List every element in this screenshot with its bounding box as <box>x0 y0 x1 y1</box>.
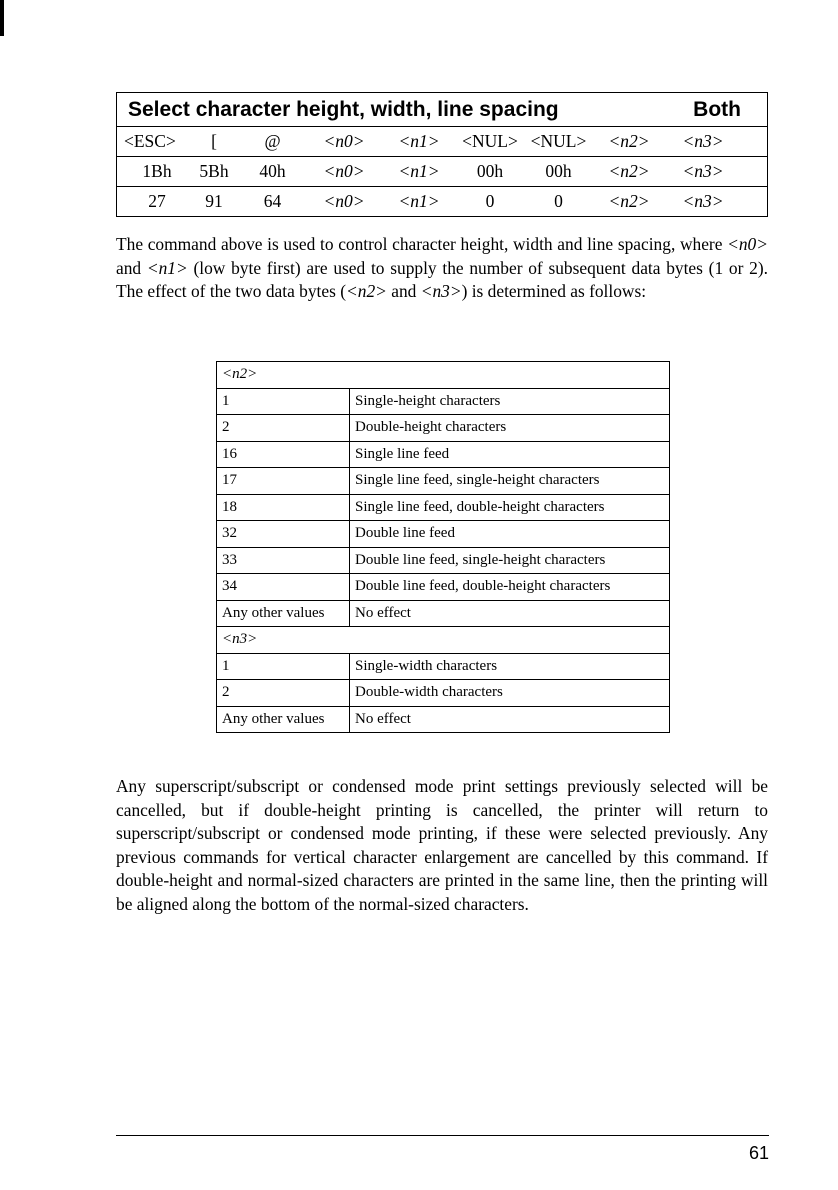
command-cell: 00h <box>476 161 504 181</box>
page-number: 61 <box>748 1143 769 1163</box>
value-cell: 16 <box>217 441 350 468</box>
table-row <box>217 680 670 707</box>
command-mode: Both <box>693 97 741 121</box>
effect-cell: Double line feed, double-height characters <box>350 574 670 601</box>
value-cell: Any other values <box>217 706 350 733</box>
n3-section-header-row <box>217 627 670 654</box>
param-n1: <n1> <box>146 257 188 278</box>
value-cell: Any other values <box>217 600 350 627</box>
command-cell: 5Bh <box>199 161 229 181</box>
command-cell: [ <box>211 131 217 151</box>
command-cell: <n0> <box>323 191 365 211</box>
command-cell: @ <box>264 131 281 151</box>
table-row <box>217 547 670 574</box>
intro-text: ) is determined as follows: <box>461 281 647 301</box>
command-row-symbolic <box>117 127 767 156</box>
effect-cell: Double-height characters <box>350 415 670 442</box>
body-paragraph: Any superscript/subscript or condensed mode print settings previously selected will be cancelled, but if double-height printing is cancelled, the printer will return to superscript/subscript or condensed mode printing, if these were selected previously. Any previous commands for vertical character enlargement are cancelled by this command. If double-height and normal-sized characters are printed in the same line, then the printing will be aligned along the bottom of the normal-sized characters. <box>116 776 768 914</box>
value-cell: 33 <box>217 547 350 574</box>
command-cell: <n2> <box>608 161 650 181</box>
table-row <box>217 574 670 601</box>
value-cell: 1 <box>217 653 350 680</box>
param-n3: <n3> <box>420 281 462 301</box>
value-cell: 2 <box>217 415 350 442</box>
effect-cell: Single line feed, double-height characters <box>350 494 670 521</box>
command-cell: 27 <box>148 191 166 211</box>
command-cell: 40h <box>259 161 286 181</box>
command-header <box>117 93 767 127</box>
table-row <box>217 521 670 548</box>
value-cell: 1 <box>217 388 350 415</box>
command-cell: 64 <box>263 191 282 211</box>
footer-rule <box>116 1135 769 1136</box>
effect-cell: Single-width characters <box>350 653 670 680</box>
table-row <box>217 468 670 495</box>
effect-cell: Double line feed <box>350 521 670 548</box>
command-cell: <n2> <box>608 191 650 211</box>
effect-cell: Single-height characters <box>350 388 670 415</box>
effect-cell: No effect <box>350 600 670 627</box>
table-row <box>217 415 670 442</box>
command-row-decimal <box>117 186 767 216</box>
table-row <box>217 653 670 680</box>
command-cell: <ESC> <box>124 131 176 151</box>
values-table <box>216 361 670 733</box>
command-cell: <n1> <box>398 161 440 181</box>
command-cell: 91 <box>205 191 223 211</box>
table-row <box>217 494 670 521</box>
param-n2: <n2> <box>346 281 387 301</box>
effect-cell: Double line feed, single-height characters <box>350 547 670 574</box>
command-cell: <n0> <box>323 131 365 151</box>
intro-text: (low byte first) are used to supply the number of subsequent data bytes (1 or 2). The effect of the two data bytes ( <box>116 257 768 301</box>
effect-cell: No effect <box>350 706 670 733</box>
intro-text: and <box>386 281 421 301</box>
command-cell: <n1> <box>398 131 440 151</box>
command-cell: <n1> <box>398 191 440 211</box>
value-cell: 18 <box>217 494 350 521</box>
param-n0: <n0> <box>727 234 768 254</box>
page-edge-mark <box>0 0 4 36</box>
command-cell: 1Bh <box>142 161 172 181</box>
table-row <box>217 441 670 468</box>
command-row-hex <box>117 156 767 186</box>
effect-cell: Single line feed, single-height characters <box>350 468 670 495</box>
command-cell: <n0> <box>323 161 365 181</box>
command-cell: <n2> <box>608 131 650 151</box>
table-row <box>217 706 670 733</box>
command-cell: 0 <box>554 191 563 211</box>
command-cell: <n3> <box>682 131 724 151</box>
command-cell: <n3> <box>682 161 724 181</box>
n2-section-label: <n2> <box>217 362 670 389</box>
table-row <box>217 600 670 627</box>
effect-cell: Single line feed <box>350 441 670 468</box>
command-cell: 00h <box>545 161 572 181</box>
values-table-body <box>217 362 670 733</box>
table-row <box>217 388 670 415</box>
command-cell: <n3> <box>682 191 724 211</box>
n3-section-label: <n3> <box>217 627 670 654</box>
intro-paragraph <box>116 233 768 304</box>
value-cell: 34 <box>217 574 350 601</box>
command-title: Select character height, width, line spacing <box>128 97 559 121</box>
n2-section-header-row <box>217 362 670 389</box>
value-cell: 32 <box>217 521 350 548</box>
command-cell: 0 <box>485 191 495 211</box>
command-cell: <NUL> <box>530 131 587 151</box>
intro-text: and <box>116 257 147 278</box>
intro-text: The command above is used to control character height, width and line spacing, where <box>116 234 728 254</box>
value-cell: 2 <box>217 680 350 707</box>
effect-cell: Double-width characters <box>350 680 670 707</box>
command-box <box>116 92 768 217</box>
command-cell: <NUL> <box>462 131 518 151</box>
value-cell: 17 <box>217 468 350 495</box>
